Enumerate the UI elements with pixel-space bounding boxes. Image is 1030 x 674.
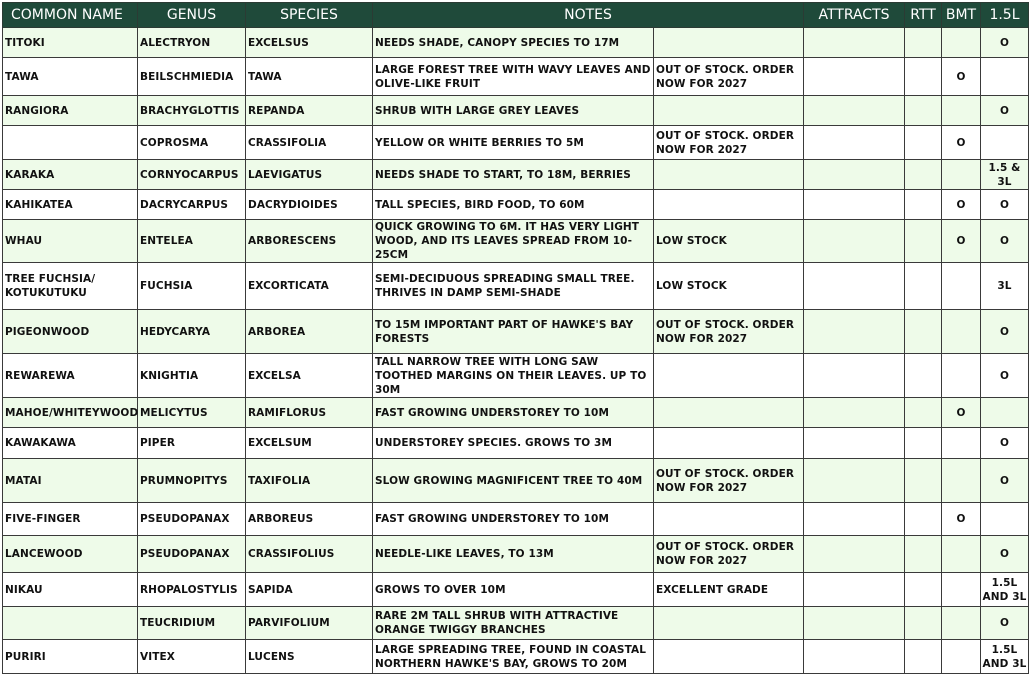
cell-common-name: TITOKI bbox=[3, 28, 138, 58]
cell-rtt bbox=[905, 263, 942, 310]
cell-genus: HEDYCARYA bbox=[138, 310, 246, 354]
cell-common-name: WHAU bbox=[3, 220, 138, 263]
cell-genus: PSEUDOPANAX bbox=[138, 536, 246, 573]
cell-size: O bbox=[981, 310, 1029, 354]
cell-genus: DACRYCARPUS bbox=[138, 190, 246, 220]
table-body bbox=[3, 28, 1029, 674]
cell-size: O bbox=[981, 96, 1029, 126]
cell-stock-status bbox=[654, 503, 804, 536]
cell-stock-status: OUT OF STOCK. ORDER NOW FOR 2027 bbox=[654, 459, 804, 503]
cell-bmt: O bbox=[942, 126, 981, 160]
table-row bbox=[3, 573, 1029, 607]
cell-notes: YELLOW OR WHITE BERRIES TO 5M bbox=[373, 126, 654, 160]
cell-size: O bbox=[981, 428, 1029, 459]
table-row bbox=[3, 607, 1029, 640]
cell-genus: PIPER bbox=[138, 428, 246, 459]
cell-attracts bbox=[804, 459, 905, 503]
column-header-notes: NOTES bbox=[373, 3, 804, 28]
cell-notes: SEMI-DECIDUOUS SPREADING SMALL TREE. THRIVES IN DAMP SEMI-SHADE bbox=[373, 263, 654, 310]
cell-common-name: MATAI bbox=[3, 459, 138, 503]
cell-genus: FUCHSIA bbox=[138, 263, 246, 310]
cell-common-name: PIGEONWOOD bbox=[3, 310, 138, 354]
cell-stock-status: EXCELLENT GRADE bbox=[654, 573, 804, 607]
cell-common-name: KAWAKAWA bbox=[3, 428, 138, 459]
cell-common-name bbox=[3, 607, 138, 640]
cell-size bbox=[981, 503, 1029, 536]
table-row bbox=[3, 160, 1029, 190]
cell-stock-status bbox=[654, 607, 804, 640]
table-row bbox=[3, 640, 1029, 674]
cell-species: LUCENS bbox=[246, 640, 373, 674]
cell-notes: SLOW GROWING MAGNIFICENT TREE TO 40M bbox=[373, 459, 654, 503]
cell-notes: TALL SPECIES, BIRD FOOD, TO 60M bbox=[373, 190, 654, 220]
cell-genus: BRACHYGLOTTIS bbox=[138, 96, 246, 126]
cell-species: EXCELSUM bbox=[246, 428, 373, 459]
cell-notes: GROWS TO OVER 10M bbox=[373, 573, 654, 607]
cell-stock-status bbox=[654, 190, 804, 220]
cell-bmt bbox=[942, 28, 981, 58]
cell-genus: RHOPALOSTYLIS bbox=[138, 573, 246, 607]
cell-notes: SHRUB WITH LARGE GREY LEAVES bbox=[373, 96, 654, 126]
cell-bmt: O bbox=[942, 398, 981, 428]
table-row bbox=[3, 96, 1029, 126]
cell-attracts bbox=[804, 220, 905, 263]
cell-notes: NEEDS SHADE TO START, TO 18M, BERRIES bbox=[373, 160, 654, 190]
cell-rtt bbox=[905, 398, 942, 428]
column-header-size: 1.5L bbox=[981, 3, 1029, 28]
cell-common-name: TAWA bbox=[3, 58, 138, 96]
cell-common-name: KAHIKATEA bbox=[3, 190, 138, 220]
cell-notes: FAST GROWING UNDERSTOREY TO 10M bbox=[373, 503, 654, 536]
cell-species: TAWA bbox=[246, 58, 373, 96]
table-row bbox=[3, 459, 1029, 503]
cell-size: 1.5L AND 3L bbox=[981, 640, 1029, 674]
cell-size: 1.5L AND 3L bbox=[981, 573, 1029, 607]
cell-attracts bbox=[804, 160, 905, 190]
cell-genus: BEILSCHMIEDIA bbox=[138, 58, 246, 96]
cell-bmt: O bbox=[942, 190, 981, 220]
table-row bbox=[3, 398, 1029, 428]
column-header-genus: GENUS bbox=[138, 3, 246, 28]
cell-common-name: RANGIORA bbox=[3, 96, 138, 126]
cell-species: ARBOREA bbox=[246, 310, 373, 354]
cell-notes: FAST GROWING UNDERSTOREY TO 10M bbox=[373, 398, 654, 428]
cell-rtt bbox=[905, 640, 942, 674]
cell-species: EXCELSUS bbox=[246, 28, 373, 58]
cell-rtt bbox=[905, 126, 942, 160]
cell-genus: MELICYTUS bbox=[138, 398, 246, 428]
column-header-species: SPECIES bbox=[246, 3, 373, 28]
cell-stock-status: OUT OF STOCK. ORDER NOW FOR 2027 bbox=[654, 58, 804, 96]
cell-size: 3L bbox=[981, 263, 1029, 310]
cell-bmt bbox=[942, 428, 981, 459]
cell-rtt bbox=[905, 160, 942, 190]
cell-attracts bbox=[804, 354, 905, 398]
header-row bbox=[3, 3, 1029, 28]
cell-stock-status bbox=[654, 28, 804, 58]
cell-common-name: LANCEWOOD bbox=[3, 536, 138, 573]
cell-size: O bbox=[981, 190, 1029, 220]
cell-rtt bbox=[905, 573, 942, 607]
cell-bmt bbox=[942, 573, 981, 607]
cell-size bbox=[981, 58, 1029, 96]
cell-rtt bbox=[905, 503, 942, 536]
cell-notes: TALL NARROW TREE WITH LONG SAW TOOTHED MARGINS ON THEIR LEAVES. UP TO 30M bbox=[373, 354, 654, 398]
cell-attracts bbox=[804, 126, 905, 160]
cell-stock-status: OUT OF STOCK. ORDER NOW FOR 2027 bbox=[654, 310, 804, 354]
cell-attracts bbox=[804, 398, 905, 428]
cell-rtt bbox=[905, 354, 942, 398]
table-row bbox=[3, 503, 1029, 536]
cell-stock-status bbox=[654, 160, 804, 190]
cell-attracts bbox=[804, 640, 905, 674]
cell-notes: NEEDS SHADE, CANOPY SPECIES TO 17M bbox=[373, 28, 654, 58]
cell-rtt bbox=[905, 607, 942, 640]
table-row bbox=[3, 28, 1029, 58]
cell-size: O bbox=[981, 459, 1029, 503]
cell-rtt bbox=[905, 536, 942, 573]
cell-rtt bbox=[905, 96, 942, 126]
cell-genus: ENTELEA bbox=[138, 220, 246, 263]
cell-genus: KNIGHTIA bbox=[138, 354, 246, 398]
cell-common-name: PURIRI bbox=[3, 640, 138, 674]
cell-bmt: O bbox=[942, 220, 981, 263]
cell-species: CRASSIFOLIUS bbox=[246, 536, 373, 573]
cell-rtt bbox=[905, 310, 942, 354]
cell-stock-status bbox=[654, 428, 804, 459]
cell-stock-status bbox=[654, 398, 804, 428]
cell-common-name: NIKAU bbox=[3, 573, 138, 607]
cell-stock-status: OUT OF STOCK. ORDER NOW FOR 2027 bbox=[654, 536, 804, 573]
cell-size: O bbox=[981, 536, 1029, 573]
plant-table bbox=[2, 2, 1029, 674]
table-row bbox=[3, 354, 1029, 398]
cell-genus: COPROSMA bbox=[138, 126, 246, 160]
table-row bbox=[3, 428, 1029, 459]
cell-bmt bbox=[942, 354, 981, 398]
cell-stock-status bbox=[654, 640, 804, 674]
table-row bbox=[3, 220, 1029, 263]
cell-stock-status bbox=[654, 96, 804, 126]
cell-species: ARBOREUS bbox=[246, 503, 373, 536]
column-header-bmt: BMT bbox=[942, 3, 981, 28]
cell-attracts bbox=[804, 310, 905, 354]
cell-species: RAMIFLORUS bbox=[246, 398, 373, 428]
cell-bmt: O bbox=[942, 503, 981, 536]
cell-rtt bbox=[905, 28, 942, 58]
cell-species: SAPIDA bbox=[246, 573, 373, 607]
cell-rtt bbox=[905, 190, 942, 220]
cell-stock-status: LOW STOCK bbox=[654, 220, 804, 263]
cell-bmt bbox=[942, 536, 981, 573]
table-row bbox=[3, 58, 1029, 96]
table-row bbox=[3, 190, 1029, 220]
cell-species: EXCORTICATA bbox=[246, 263, 373, 310]
cell-attracts bbox=[804, 96, 905, 126]
column-header-rtt: RTT bbox=[905, 3, 942, 28]
cell-species: ARBORESCENS bbox=[246, 220, 373, 263]
cell-stock-status: OUT OF STOCK. ORDER NOW FOR 2027 bbox=[654, 126, 804, 160]
cell-genus: PRUMNOPITYS bbox=[138, 459, 246, 503]
cell-species: PARVIFOLIUM bbox=[246, 607, 373, 640]
table-row bbox=[3, 536, 1029, 573]
cell-common-name: REWAREWA bbox=[3, 354, 138, 398]
cell-attracts bbox=[804, 573, 905, 607]
cell-common-name: FIVE-FINGER bbox=[3, 503, 138, 536]
cell-notes: TO 15M IMPORTANT PART OF HAWKE'S BAY FORESTS bbox=[373, 310, 654, 354]
cell-bmt bbox=[942, 310, 981, 354]
table-row bbox=[3, 263, 1029, 310]
cell-genus: CORNYOCARPUS bbox=[138, 160, 246, 190]
cell-common-name: TREE FUCHSIA/ KOTUKUTUKU bbox=[3, 263, 138, 310]
cell-rtt bbox=[905, 220, 942, 263]
cell-attracts bbox=[804, 536, 905, 573]
cell-bmt bbox=[942, 607, 981, 640]
cell-rtt bbox=[905, 459, 942, 503]
cell-common-name bbox=[3, 126, 138, 160]
cell-attracts bbox=[804, 428, 905, 459]
cell-genus: VITEX bbox=[138, 640, 246, 674]
cell-bmt bbox=[942, 459, 981, 503]
cell-stock-status bbox=[654, 354, 804, 398]
cell-notes: NEEDLE-LIKE LEAVES, TO 13M bbox=[373, 536, 654, 573]
cell-size: O bbox=[981, 607, 1029, 640]
cell-notes: LARGE FOREST TREE WITH WAVY LEAVES AND OLIVE-LIKE FRUIT bbox=[373, 58, 654, 96]
cell-rtt bbox=[905, 58, 942, 96]
cell-size: O bbox=[981, 354, 1029, 398]
cell-bmt bbox=[942, 96, 981, 126]
cell-attracts bbox=[804, 263, 905, 310]
cell-common-name: MAHOE/WHITEYWOOD bbox=[3, 398, 138, 428]
cell-species: TAXIFOLIA bbox=[246, 459, 373, 503]
cell-attracts bbox=[804, 190, 905, 220]
cell-size: O bbox=[981, 220, 1029, 263]
table-row bbox=[3, 126, 1029, 160]
cell-bmt bbox=[942, 640, 981, 674]
cell-genus: ALECTRYON bbox=[138, 28, 246, 58]
cell-size: 1.5 & 3L bbox=[981, 160, 1029, 190]
cell-size bbox=[981, 398, 1029, 428]
cell-species: DACRYDIOIDES bbox=[246, 190, 373, 220]
column-header-attracts: ATTRACTS bbox=[804, 3, 905, 28]
cell-species: REPANDA bbox=[246, 96, 373, 126]
cell-bmt: O bbox=[942, 58, 981, 96]
cell-rtt bbox=[905, 428, 942, 459]
cell-species: EXCELSA bbox=[246, 354, 373, 398]
cell-genus: PSEUDOPANAX bbox=[138, 503, 246, 536]
cell-attracts bbox=[804, 58, 905, 96]
table-row bbox=[3, 310, 1029, 354]
cell-attracts bbox=[804, 28, 905, 58]
cell-species: CRASSIFOLIA bbox=[246, 126, 373, 160]
cell-stock-status: LOW STOCK bbox=[654, 263, 804, 310]
cell-attracts bbox=[804, 607, 905, 640]
column-header-common-name: COMMON NAME bbox=[3, 3, 138, 28]
cell-genus: TEUCRIDIUM bbox=[138, 607, 246, 640]
cell-attracts bbox=[804, 503, 905, 536]
cell-bmt bbox=[942, 160, 981, 190]
cell-notes: QUICK GROWING TO 6M. IT HAS VERY LIGHT WOOD, AND ITS LEAVES SPREAD FROM 10-25CM bbox=[373, 220, 654, 263]
cell-notes: RARE 2M TALL SHRUB WITH ATTRACTIVE ORANGE TWIGGY BRANCHES bbox=[373, 607, 654, 640]
cell-size: O bbox=[981, 28, 1029, 58]
cell-notes: UNDERSTOREY SPECIES. GROWS TO 3M bbox=[373, 428, 654, 459]
cell-size bbox=[981, 126, 1029, 160]
cell-bmt bbox=[942, 263, 981, 310]
cell-species: LAEVIGATUS bbox=[246, 160, 373, 190]
cell-notes: LARGE SPREADING TREE, FOUND IN COASTAL NORTHERN HAWKE'S BAY, GROWS TO 20M bbox=[373, 640, 654, 674]
cell-common-name: KARAKA bbox=[3, 160, 138, 190]
